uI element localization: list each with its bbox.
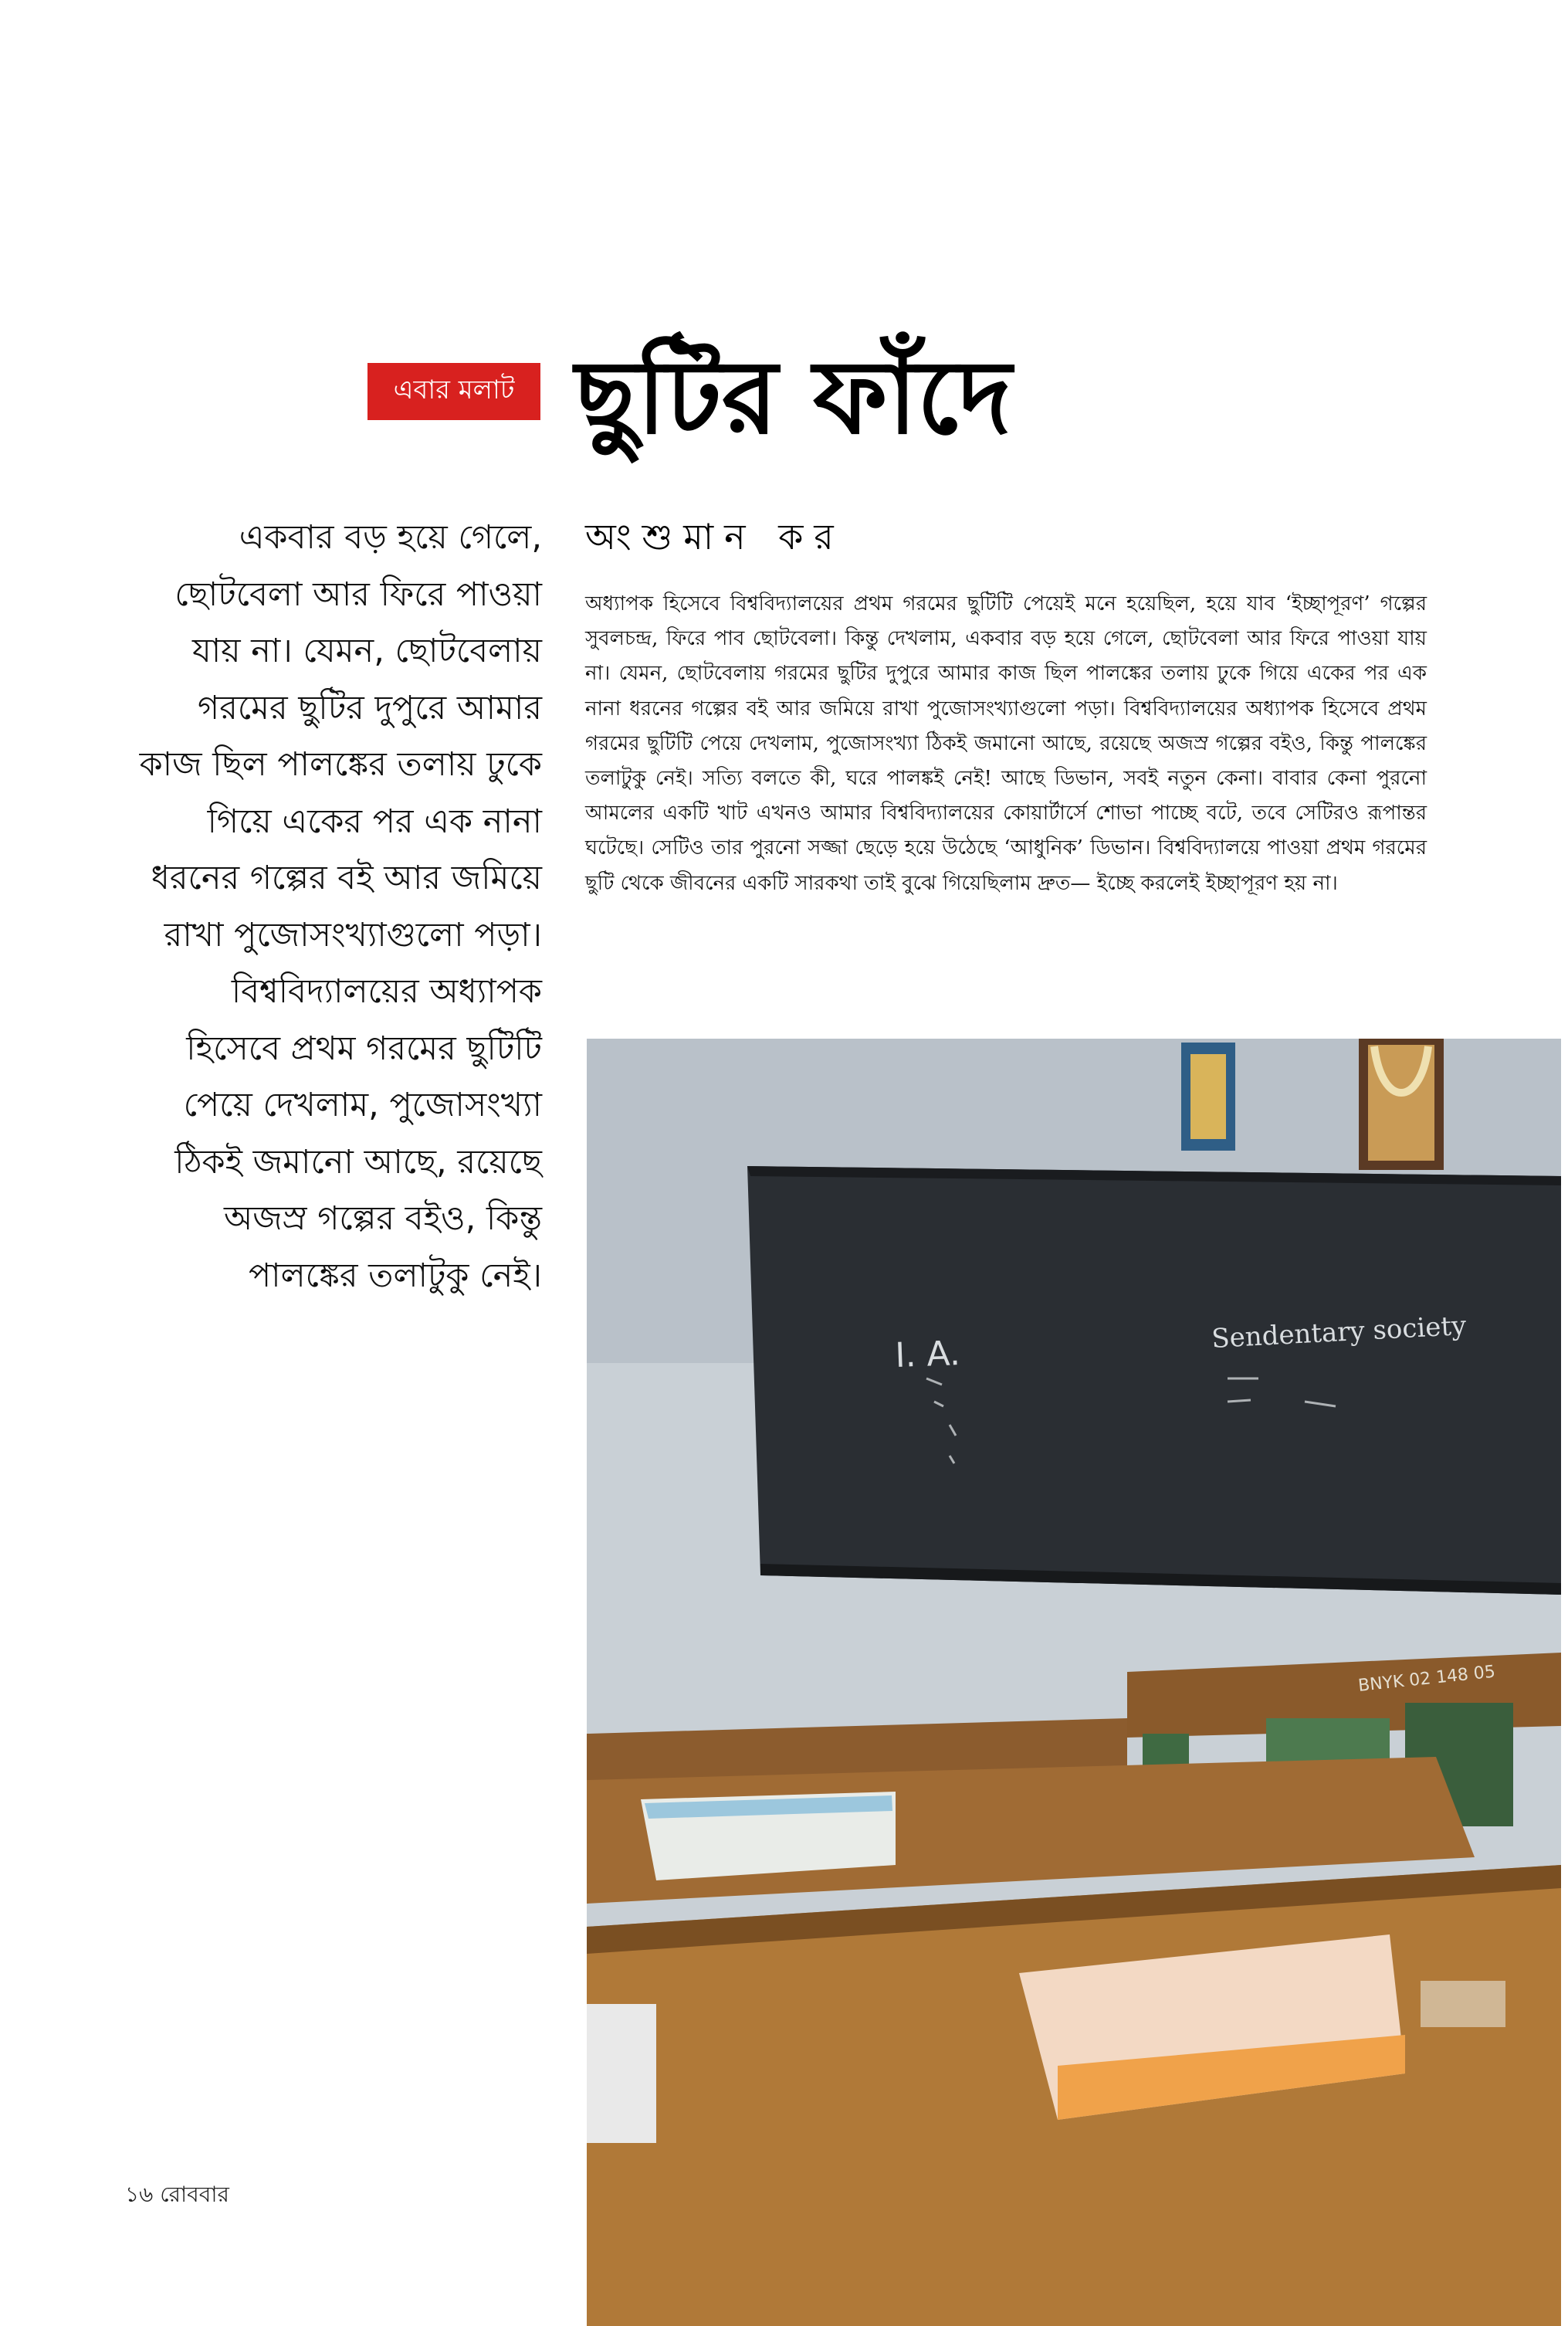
page-footer: ১৬ রোববার	[125, 2182, 229, 2207]
front-desk	[587, 1865, 1561, 2326]
page-title: ছুটির ফাঁদে	[575, 338, 1012, 457]
section-tag: এবার মলাট	[367, 363, 540, 420]
blackboard-text-left: I. A.	[894, 1334, 961, 1375]
wall-picture-left	[1181, 1043, 1235, 1151]
wall-picture-right	[1359, 1039, 1444, 1170]
blackboard-text-right: Sendentary society	[1211, 1310, 1468, 1355]
byline: অংশুমান কর	[585, 516, 845, 558]
classroom-photo	[587, 1039, 1561, 2326]
pull-quote: একবার বড় হয়ে গেলে, ছোটবেলা আর ফিরে পাওয়া যায় না। যেমন, ছোটবেলায় গরমের ছুটির দুপুরে আমার কাজ ছিল পালঙ্কের তলায় ঢুকে গিয়ে একের পর এক নানা ধরনের গল্পের বই আর জমিয়ে রাখা পুজোসংখ্যাগুলো পড়া। বিশ্ববিদ্যালয়ের অধ্যাপক হিসেবে প্রথম গরমের ছুটিটি পেয়ে দেখলাম, পুজোসংখ্যা ঠিকই জমানো আছে, রয়েছে অজস্র গল্পের বইও, কিন্তু পালঙ্কের তলাটুকু নেই।	[139, 518, 542, 1295]
desk-marking: BNYK 02 148 05	[1357, 1662, 1497, 1696]
blackboard	[747, 1166, 1561, 1595]
article-body: অধ্যাপক হিসেবে বিশ্ববিদ্যালয়ের প্রথম গরমের ছুটিটি পেয়েই মনে হয়েছিল, হয়ে যাব ‘ইচ্ছাপূরণ’ গল্পের সুবলচন্দ্র, ফিরে পাব ছোটবেলা। কিন্তু দেখলাম, একবার বড় হয়ে গেলে, ছোটবেলা আর ফিরে পাওয়া যায় না। যেমন, ছোটবেলায় গরমের ছুটির দুপুরে আমার কাজ ছিল পালঙ্কের তলায় ঢুকে গিয়ে একের পর এক নানা ধরনের গল্পের বই আর জমিয়ে রাখা পুজোসংখ্যাগুলো পড়া। বিশ্ববিদ্যালয়ের অধ্যাপক হিসেবে প্রথম গরমের ছুটিটি পেয়ে দেখলাম, পুজোসংখ্যা ঠিকই জমানো আছে, রয়েছে অজস্র গল্পের বইও, কিন্তু পালঙ্কের তলাটুকু নেই। সত্যি বলতে কী, ঘরে পালঙ্কই নেই! আছে ডিভান, সবই নতুন কেনা। বাবার কেনা পুরনো আমলের একটি খাট এখনও আমার বিশ্ববিদ্যালয়ের কোয়ার্টার্সে শোভা পাচ্ছে বটে, তবে সেটিরও রূপান্তর ঘটেছে। সেটিও তার পুরনো সজ্জা ছেড়ে হয়ে উঠেছে ‘আধুনিক’ ডিভান। বিশ্ববিদ্যালয়ে পাওয়া প্রথম গরমের ছুটি থেকে জীবনের একটি সারকথা তাই বুঝে গিয়েছিলাম দ্রুত— ইচ্ছে করলেই ইচ্ছাপূরণ হয় না।	[585, 592, 1427, 895]
